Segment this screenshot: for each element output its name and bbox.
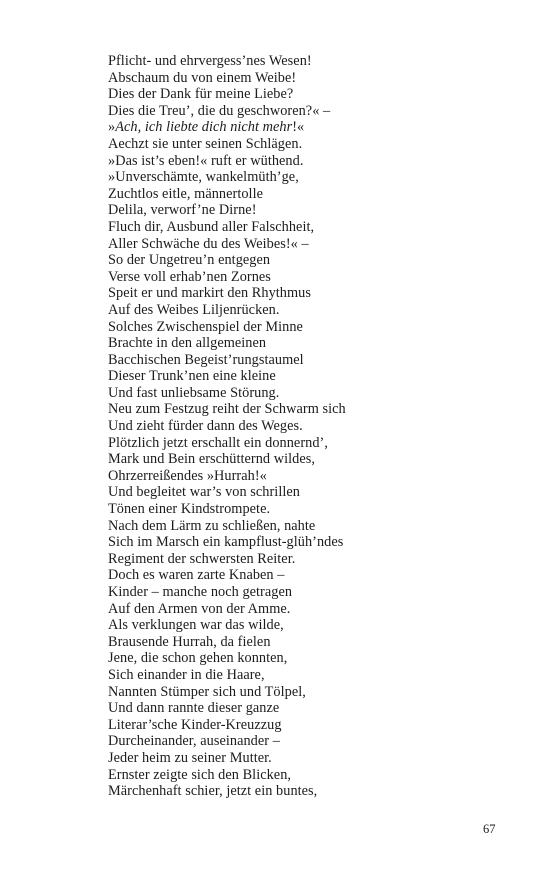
page-number: 67 <box>483 822 496 836</box>
poem-line: Dies der Dank für meine Liebe? <box>108 86 294 103</box>
poem-line: Zuchtlos eitle, männertolle <box>108 185 263 202</box>
poem-line: Ernster zeigte sich den Blicken, <box>108 766 292 783</box>
poem-line: Doch es waren zarte Knaben – <box>108 567 285 584</box>
poem-line: Verse voll erhab’nen Zornes <box>108 268 271 285</box>
poem-line: Kinder – manche noch getragen <box>108 584 293 600</box>
poem-line: Und zieht fürder dann des Weges. <box>108 418 303 435</box>
poem-line: Und begleitet war’s von schrillen <box>108 484 300 501</box>
poem-line: So der Ungetreu’n entgegen <box>108 252 271 269</box>
poem-line: Abschaum du von einem Weibe! <box>108 69 297 86</box>
poem-text <box>108 53 508 800</box>
poem-line: Solches Zwischenspiel der Minne <box>108 318 303 335</box>
poem-line: Durcheinander, auseinander – <box>108 733 280 750</box>
poem-line: Pflicht- und ehrvergess’nes Wesen! <box>108 53 312 69</box>
poem-line: Neu zum Festzug reiht der Schwarm sich <box>108 401 346 418</box>
poem-line: »Unverschämte, wankelmüth’ge, <box>108 169 299 186</box>
poem-line: Auf den Armen von der Amme. <box>108 600 291 617</box>
poem-line-italic: Ach, ich liebte dich nicht mehr <box>115 119 293 136</box>
poem-line: Märchenhaft schier, jetzt ein buntes, <box>108 783 318 800</box>
poem-line: Delila, verworf’ne Dirne! <box>108 202 257 219</box>
poem-line: Speit er und markirt den Rhythmus <box>108 285 311 302</box>
poem-line: Und fast unliebsame Störung. <box>108 384 280 401</box>
poem-line: Und dann rannte dieser ganze <box>108 700 280 717</box>
poem-line: Brachte in den allgemeinen <box>108 335 267 352</box>
poem-line: Dieser Trunk’nen eine kleine <box>108 368 276 385</box>
poem-line: Nach dem Lärm zu schließen, nahte <box>108 517 316 534</box>
poem-line: Als verklungen war das wilde, <box>108 617 284 634</box>
poem-line <box>108 119 508 136</box>
poem-line: Sich einander in die Haare, <box>108 666 265 683</box>
poem-line: Auf des Weibes Liljenrücken. <box>108 301 280 318</box>
poem-line-suffix: !« <box>292 119 305 136</box>
poem-line: Literar’sche Kinder-Kreuzzug <box>108 716 282 733</box>
poem-line: Fluch dir, Ausbund aller Falschheit, <box>108 218 315 235</box>
poem-line: Mark und Bein erschütternd wildes, <box>108 451 315 468</box>
poem-line: Tönen einer Kindstrompete. <box>108 501 271 518</box>
poem-line: Nannten Stümper sich und Tölpel, <box>108 683 306 700</box>
poem-line: Ohrzerreißendes »Hurrah!« <box>108 467 267 484</box>
poem-line: Bacchischen Begeist’rungstaumel <box>108 351 304 368</box>
poem-line: Plötzlich jetzt erschallt ein donnernd’, <box>108 434 328 451</box>
poem-line: Dies die Treu’, die du geschworen?« – <box>108 102 331 119</box>
poem-line: Jene, die schon gehen konnten, <box>108 650 288 667</box>
poem-line: »Das ist’s eben!« ruft er wüthend. <box>108 152 304 169</box>
poem-line: Aechzt sie unter seinen Schlägen. <box>108 135 303 152</box>
poem-line: Sich im Marsch ein kampflust-glüh’ndes <box>108 534 344 551</box>
poem-line: Brausende Hurrah, da fielen <box>108 633 271 650</box>
poem-line-prefix: » <box>108 119 116 136</box>
poem-line: Jeder heim zu seiner Mutter. <box>108 749 272 766</box>
poem-line: Aller Schwäche du des Weibes!« – <box>108 235 309 252</box>
poem-line: Regiment der schwersten Reiter. <box>108 550 296 567</box>
